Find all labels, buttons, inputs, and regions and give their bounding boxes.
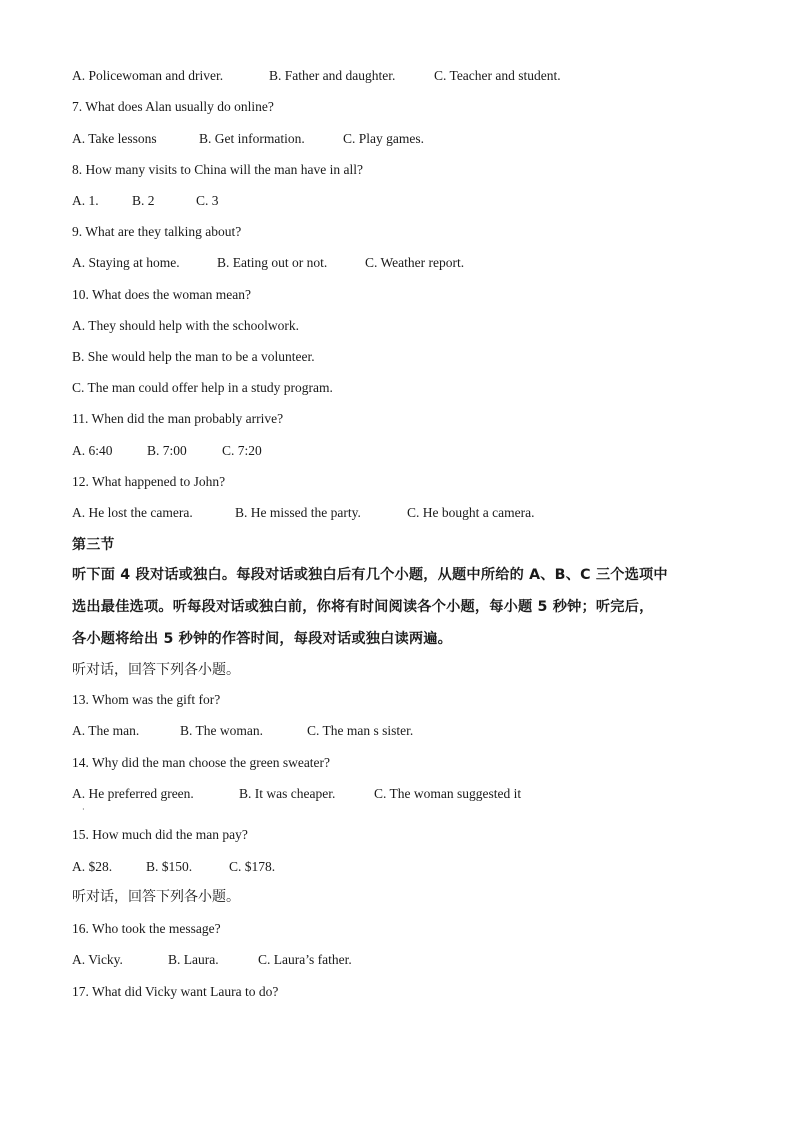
q12-option-c: C. He bought a camera. bbox=[407, 505, 535, 520]
q6-option-c: C. Teacher and student. bbox=[434, 68, 561, 83]
q14-option-a: A. He preferred green. bbox=[72, 786, 194, 801]
q9-question: 9. What are they talking about? bbox=[72, 224, 242, 239]
section-3-instruction-line-1: 听下面 4 段对话或独白。每段对话或独白后有几个小题，从题中所给的 A、B、C 三个选项中 bbox=[72, 567, 668, 583]
q10-option-a: A. They should help with the schoolwork. bbox=[72, 318, 299, 333]
q6-option-a: A. Policewoman and driver. bbox=[72, 68, 224, 83]
q13-option-b: B. The woman. bbox=[180, 723, 263, 738]
q8-option-a: A. 1. bbox=[72, 193, 99, 208]
q10-option-c: C. The man could offer help in a study program. bbox=[72, 380, 333, 395]
q15-option-b: B. $150. bbox=[146, 859, 193, 874]
q13-question: 13. Whom was the gift for? bbox=[72, 692, 221, 707]
q12-option-b: B. He missed the party. bbox=[235, 505, 361, 520]
q16-option-b: B. Laura. bbox=[168, 952, 219, 967]
q8-option-b: B. 2 bbox=[132, 193, 155, 208]
section-3-instruction-line-2: 选出最佳选项。听每段对话或独白前，你将有时间阅读各个小题，每小题 5 秒钟；听完后， bbox=[72, 599, 654, 615]
q16-option-c: C. Laura’s father. bbox=[258, 952, 352, 967]
q14-question: 14. Why did the man choose the green sweater? bbox=[72, 755, 331, 770]
q13-option-c: C. The man s sister. bbox=[307, 723, 414, 738]
q9-option-b: B. Eating out or not. bbox=[217, 255, 328, 270]
q13-option-a: A. The man. bbox=[72, 723, 140, 738]
q14-option-c: C. The woman suggested it bbox=[374, 786, 522, 801]
q12-question: 12. What happened to John? bbox=[72, 474, 226, 489]
q8-question: 8. How many visits to China will the man have in all? bbox=[72, 162, 363, 177]
q16-question: 16. Who took the message? bbox=[72, 921, 221, 936]
q11-option-b: B. 7:00 bbox=[147, 443, 187, 458]
q7-option-c: C. Play games. bbox=[343, 131, 424, 146]
q8-option-c: C. 3 bbox=[196, 193, 219, 208]
section-3-instruction-line-3: 各小题将给出 5 秒钟的作答时间，每段对话或独白读两遍。 bbox=[72, 631, 453, 647]
listen-instruction-2: 听对话，回答下列各小题。 bbox=[72, 889, 240, 905]
q11-option-a: A. 6:40 bbox=[72, 443, 113, 458]
section-3-title: 第三节 bbox=[72, 537, 115, 553]
q15-option-a: A. $28. bbox=[72, 859, 113, 874]
q11-question: 11. When did the man probably arrive? bbox=[72, 411, 284, 426]
q10-option-b: B. She would help the man to be a volunteer. bbox=[72, 349, 315, 364]
q7-option-b: B. Get information. bbox=[199, 131, 305, 146]
q11-option-c: C. 7:20 bbox=[222, 443, 262, 458]
q12-option-a: A. He lost the camera. bbox=[72, 505, 193, 520]
q17-question: 17. What did Vicky want Laura to do? bbox=[72, 984, 279, 999]
q7-option-a: A. Take lessons bbox=[72, 131, 157, 146]
q14-option-b: B. It was cheaper. bbox=[239, 786, 336, 801]
q9-option-c: C. Weather report. bbox=[365, 255, 465, 270]
q16-option-a: A. Vicky. bbox=[72, 952, 123, 967]
q7-question: 7. What does Alan usually do online? bbox=[72, 99, 274, 114]
q10-question: 10. What does the woman mean? bbox=[72, 287, 251, 302]
listen-instruction-1: 听对话，回答下列各小题。 bbox=[72, 662, 240, 678]
q6-option-b: B. Father and daughter. bbox=[269, 68, 396, 83]
q15-option-c: C. $178. bbox=[229, 859, 276, 874]
q15-question: 15. How much did the man pay? bbox=[72, 827, 248, 842]
q9-option-a: A. Staying at home. bbox=[72, 255, 180, 270]
q14-stray-dot: · bbox=[82, 805, 85, 814]
